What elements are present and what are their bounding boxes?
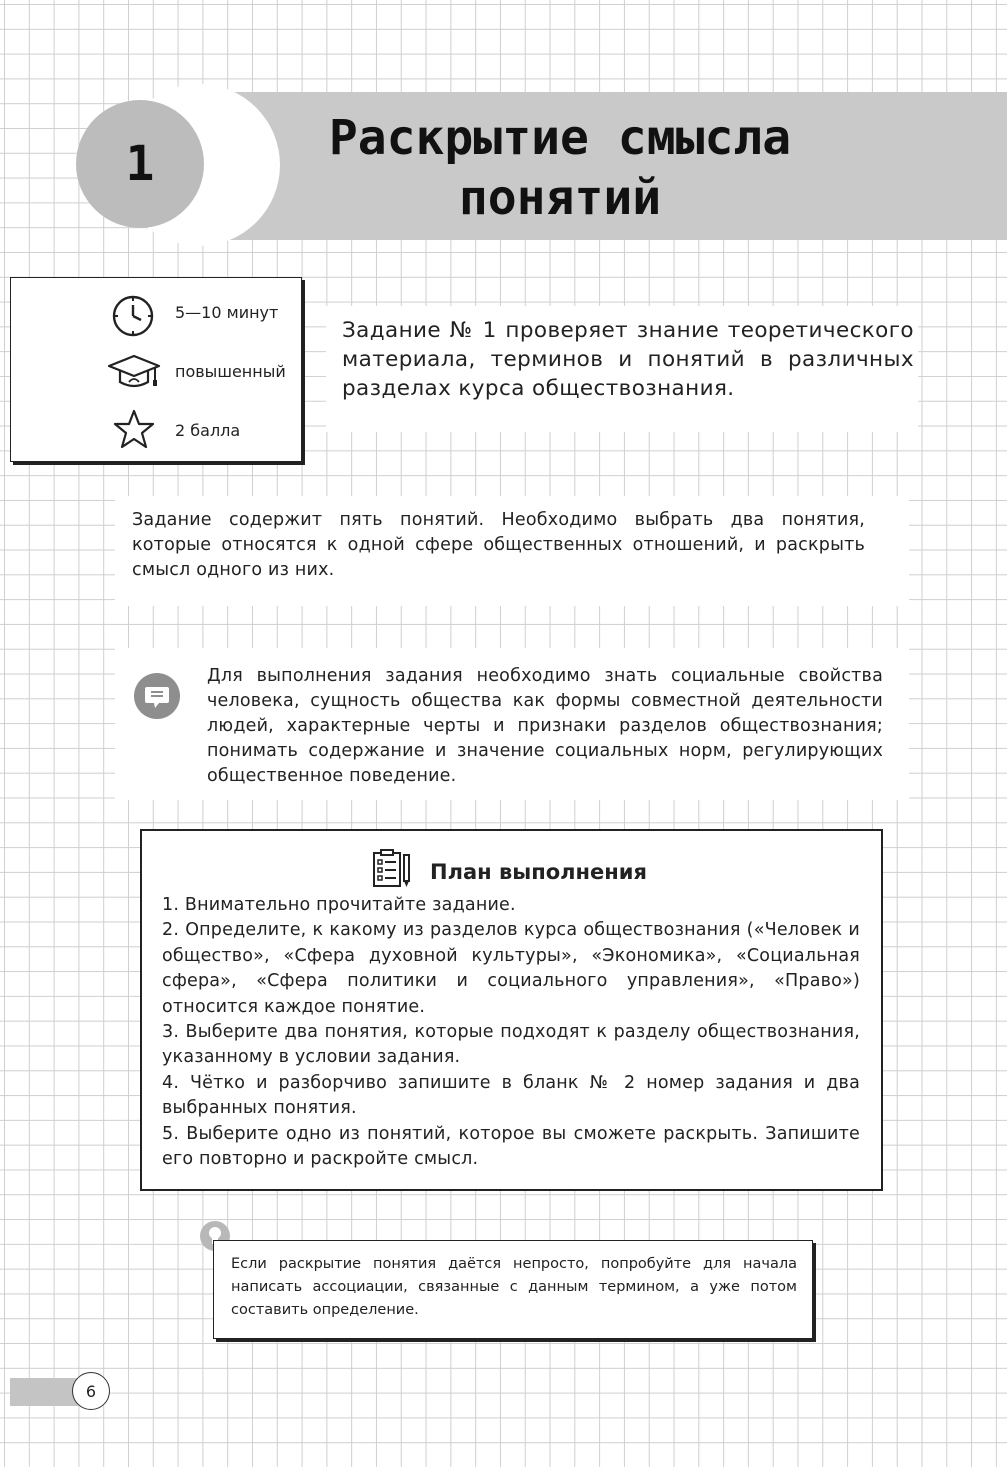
star-icon [113,408,155,454]
description-panel [115,496,909,606]
chapter-number: 1 [125,136,155,192]
plan-step: 5. Выберите одно из понятий, которое вы сможете раскрыть. Запишите его повторно и раскройте смысл. [162,1123,860,1170]
plan-box [140,829,883,1191]
knowledge-text: Для выполнения задания необходимо знать социальные свойства человека, сущность общества как формы совместной деятельности людей, характерные черты и признаки разделов обществознания; понимать содержание и значение социальных норм, регулирующих общественное поведение. [207,666,883,786]
checklist-icon [372,849,412,894]
intro-panel [326,306,918,432]
plan-step: 4. Чётко и разборчиво запишите в бланк № 2 номер задания и два выбранных понятия. [162,1072,860,1119]
plan-step: 1. Внимательно прочитайте задание. [162,895,516,915]
plan-steps [162,893,860,1172]
knowledge-panel [115,648,909,800]
plan-title: План выполнения [430,859,648,884]
graduation-cap-icon [107,352,161,396]
points-label: 2 балла [175,421,241,440]
comment-icon [133,672,181,724]
time-label: 5—10 минут [175,303,279,322]
chapter-title-line-2: понятий [458,170,662,226]
tip-box [213,1240,813,1339]
clock-icon [111,294,155,342]
plan-step: 3. Выберите два понятия, которые подходят к разделу обществознания, указанному в условии задания. [162,1022,860,1068]
plan-header [372,849,647,894]
chapter-title [250,108,870,228]
plan-step: 2. Определите, к какому из разделов курса обществознания («Человек и общество», «Сфера духовной культуры», «Экономика», «Социальная сфера», «Сфера политики и социального управления», «Право») относится каждое понятие. [162,920,860,1017]
chapter-number-badge [76,100,204,228]
description-text: Задание содержит пять понятий. Необходимо выбрать два понятия, которые относятся к одной сфере общественных отношений, и раскрыть смысл одного из них. [132,510,865,580]
difficulty-label: повышенный [175,362,286,381]
tip-text: Если раскрытие понятия даётся непросто, попробуйте для начала написать ассоциации, связанные с данным термином, а уже потом составить определение. [231,1256,797,1318]
chapter-title-line-1: Раскрытие смысла [328,110,792,166]
task-info-box [10,277,302,462]
page-number-label: 6 [85,1381,97,1401]
page-number [72,1372,110,1410]
intro-text: Задание № 1 проверяет знание теоретического материала, терминов и понятий в различных разделах курса обществознания. [342,318,914,401]
